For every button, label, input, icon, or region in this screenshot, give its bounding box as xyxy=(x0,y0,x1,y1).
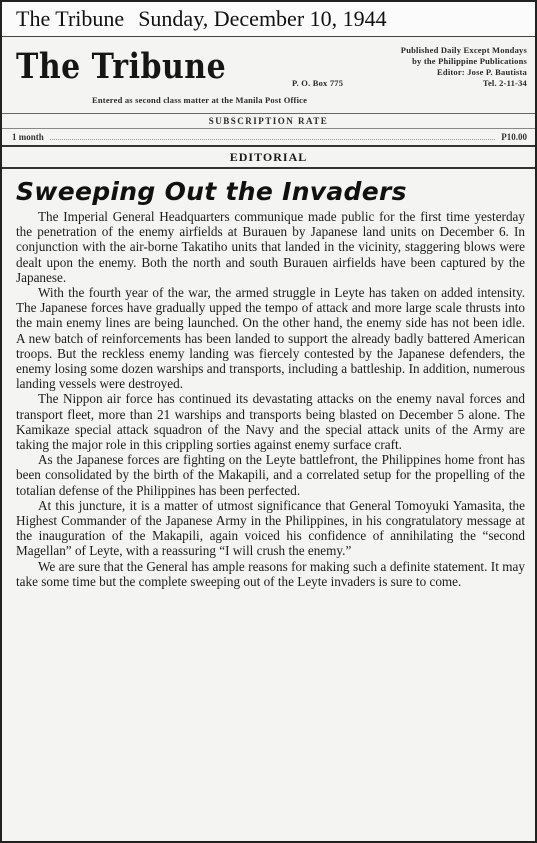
editorial-headline: Sweeping Out the Invaders xyxy=(16,177,407,206)
editorial-body xyxy=(2,209,535,589)
subscription-rate-row xyxy=(2,129,535,147)
subscription-period: 1 month xyxy=(12,132,44,142)
paragraph: As the Japanese forces are fighting on the Leyte battlefront, the Philippines home front has been consolidated by the birth of the Makapili, and a correlated setup for the propelling of the totalian defense of the Philippines has been perfected. xyxy=(16,452,525,498)
entered-notice: Entered as second class matter at the Manila Post Office xyxy=(92,95,308,105)
editor-line: Editor: Jose P. Bautista xyxy=(437,67,527,77)
subscription-heading: SUBSCRIPTION RATE xyxy=(2,114,535,129)
section-label: EDITORIAL xyxy=(2,147,535,169)
publisher-line: by the Philippine Publications xyxy=(412,56,527,66)
paragraph: The Imperial General Headquarters communique made public for the first time yesterday the penetration of the enemy airfields at Burauen by Japanese land units on December 6. In conjunction with the air-borne Takatiho units that landed in the vicinity, staggering blows were dealt upon the enemy. Both the north and south Burauen airfields have been captured by the Japanese. xyxy=(16,209,525,285)
leader-dots xyxy=(50,129,495,140)
publication-info xyxy=(292,45,527,89)
paragraph: With the fourth year of the war, the armed struggle in Leyte has taken on added intensity. The Japanese forces have gradually upped the tempo of attack and more large scale thrusts into the main enemy lines are being launched. On the other hand, the enemy side has not been idle. A new batch of reinforcements has been landed to support the already badly battered American troops. But the reckless enemy landing was fiercely contested by the Japanese defenders, the enemy losing some dozen warships and transports, including a battleship. In addition, numerous landing vessels were destroyed. xyxy=(16,285,525,392)
dateline-paper-name: The Tribune xyxy=(16,6,125,31)
paragraph: The Nippon air force has continued its devastating attacks on the enemy naval forces and transport fleet, more than 21 warships and transports being blasted on December 5 alone. The Kamikaze special attack squadron of the Navy and the special attack units of the Army are taking the major role in this crippling sorties against enemy surface craft. xyxy=(16,391,525,453)
dateline-date: Sunday, December 10, 1944 xyxy=(138,6,387,31)
telephone: Tel. 2-11-34 xyxy=(482,78,527,88)
dateline xyxy=(2,2,535,37)
masthead-title: The Tribune xyxy=(16,47,227,88)
contact-line xyxy=(292,78,527,89)
po-box: P. O. Box 775 xyxy=(292,78,344,88)
published-line: Published Daily Except Mondays xyxy=(400,45,527,55)
paragraph: We are sure that the General has ample reasons for making such a definite statement. It may take some time but the complete sweeping out of the Leyte invaders is sure to come. xyxy=(16,558,525,589)
paragraph: At this juncture, it is a matter of utmost significance that General Tomoyuki Yamasita, the Highest Commander of the Japanese Army in the Philippines, in his congratulatory message at the inauguration of the Makapili, again voiced his confidence of annihilating the “second Magellan” of Leyte, with a reassuring “I will crush the enemy.” xyxy=(16,497,525,559)
subscription-price: P10.00 xyxy=(501,132,527,142)
masthead xyxy=(2,37,535,114)
